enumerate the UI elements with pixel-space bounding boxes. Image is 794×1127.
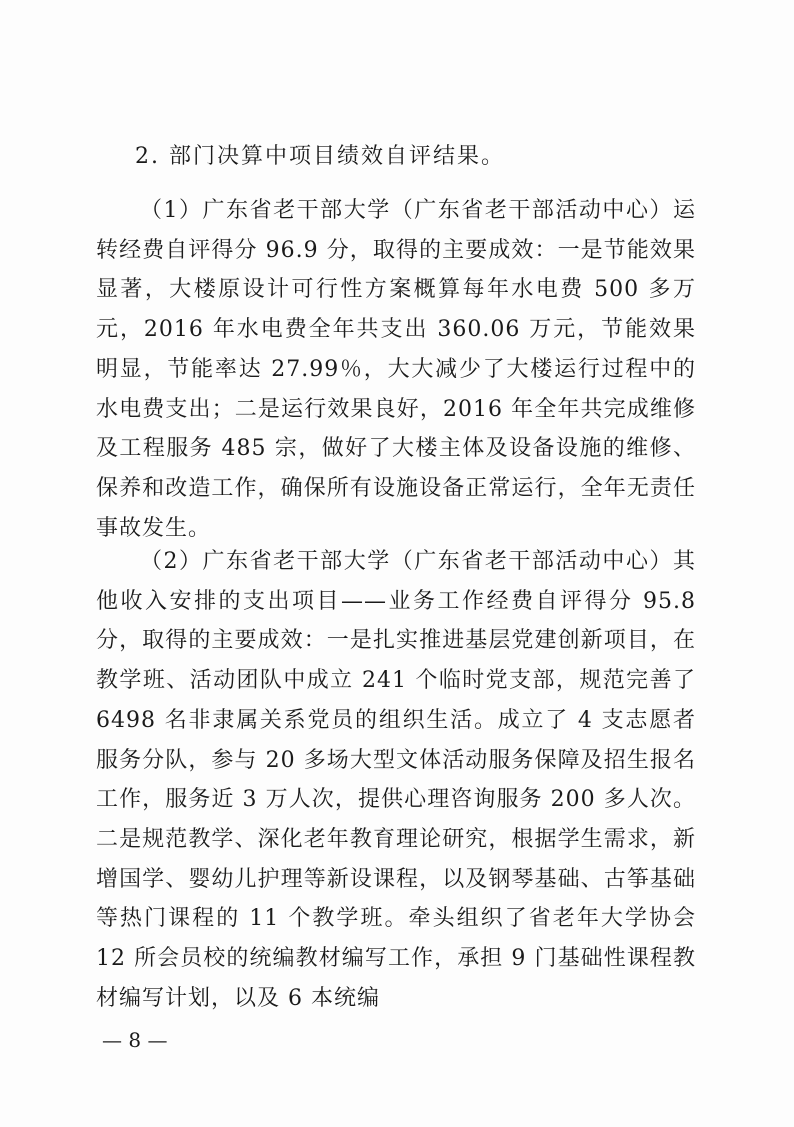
page-number: — 8 — bbox=[102, 1028, 168, 1052]
paragraph-project-2: （2）广东省老干部大学（广东省老干部活动中心）其他收入安排的支出项目——业务工作经费自评得分 95.8 分，取得的主要成效：一是扎实推进基层党建创新项目，在教学班、活动团队中成立 241 个临时党支部，规范完善了 6498 名非隶属关系党员的组织生活。成立了 4 支志愿者服务分队，参与 20 多场大型文体活动服务保障及招生报名工作，服务近 3 万人次，提供心理咨询服务 200 多人次。二是规范教学、深化老年教育理论研究，根据学生需求，新增国学、婴幼儿护理等新设课程，以及钢琴基础、古筝基础等热门课程的 11 个教学班。牵头组织了省老年大学协会 12 所会员校的统编教材编写工作，承担 9 门基础性课程教材编写计划，以及 6 本统编 bbox=[96, 549, 696, 1011]
paragraph-project-1: （1）广东省老干部大学（广东省老干部活动中心）运转经费自评得分 96.9 分，取得的主要成效：一是节能效果显著，大楼原设计可行性方案概算每年水电费 500 多万元，2016 年水电费全年共支出 360.06 万元，节能效果明显，节能率达 27.99％，大大减少了大楼运行过程中的水电费支出；二是运行效果良好，2016 年全年共完成维修及工程服务 485 宗，做好了大楼主体及设备设施的维修、保养和改造工作，确保所有设施设备正常运行，全年无责任事故发生。 bbox=[96, 198, 696, 541]
section-heading: 2. 部门决算中项目绩效自评结果。 bbox=[135, 144, 505, 169]
